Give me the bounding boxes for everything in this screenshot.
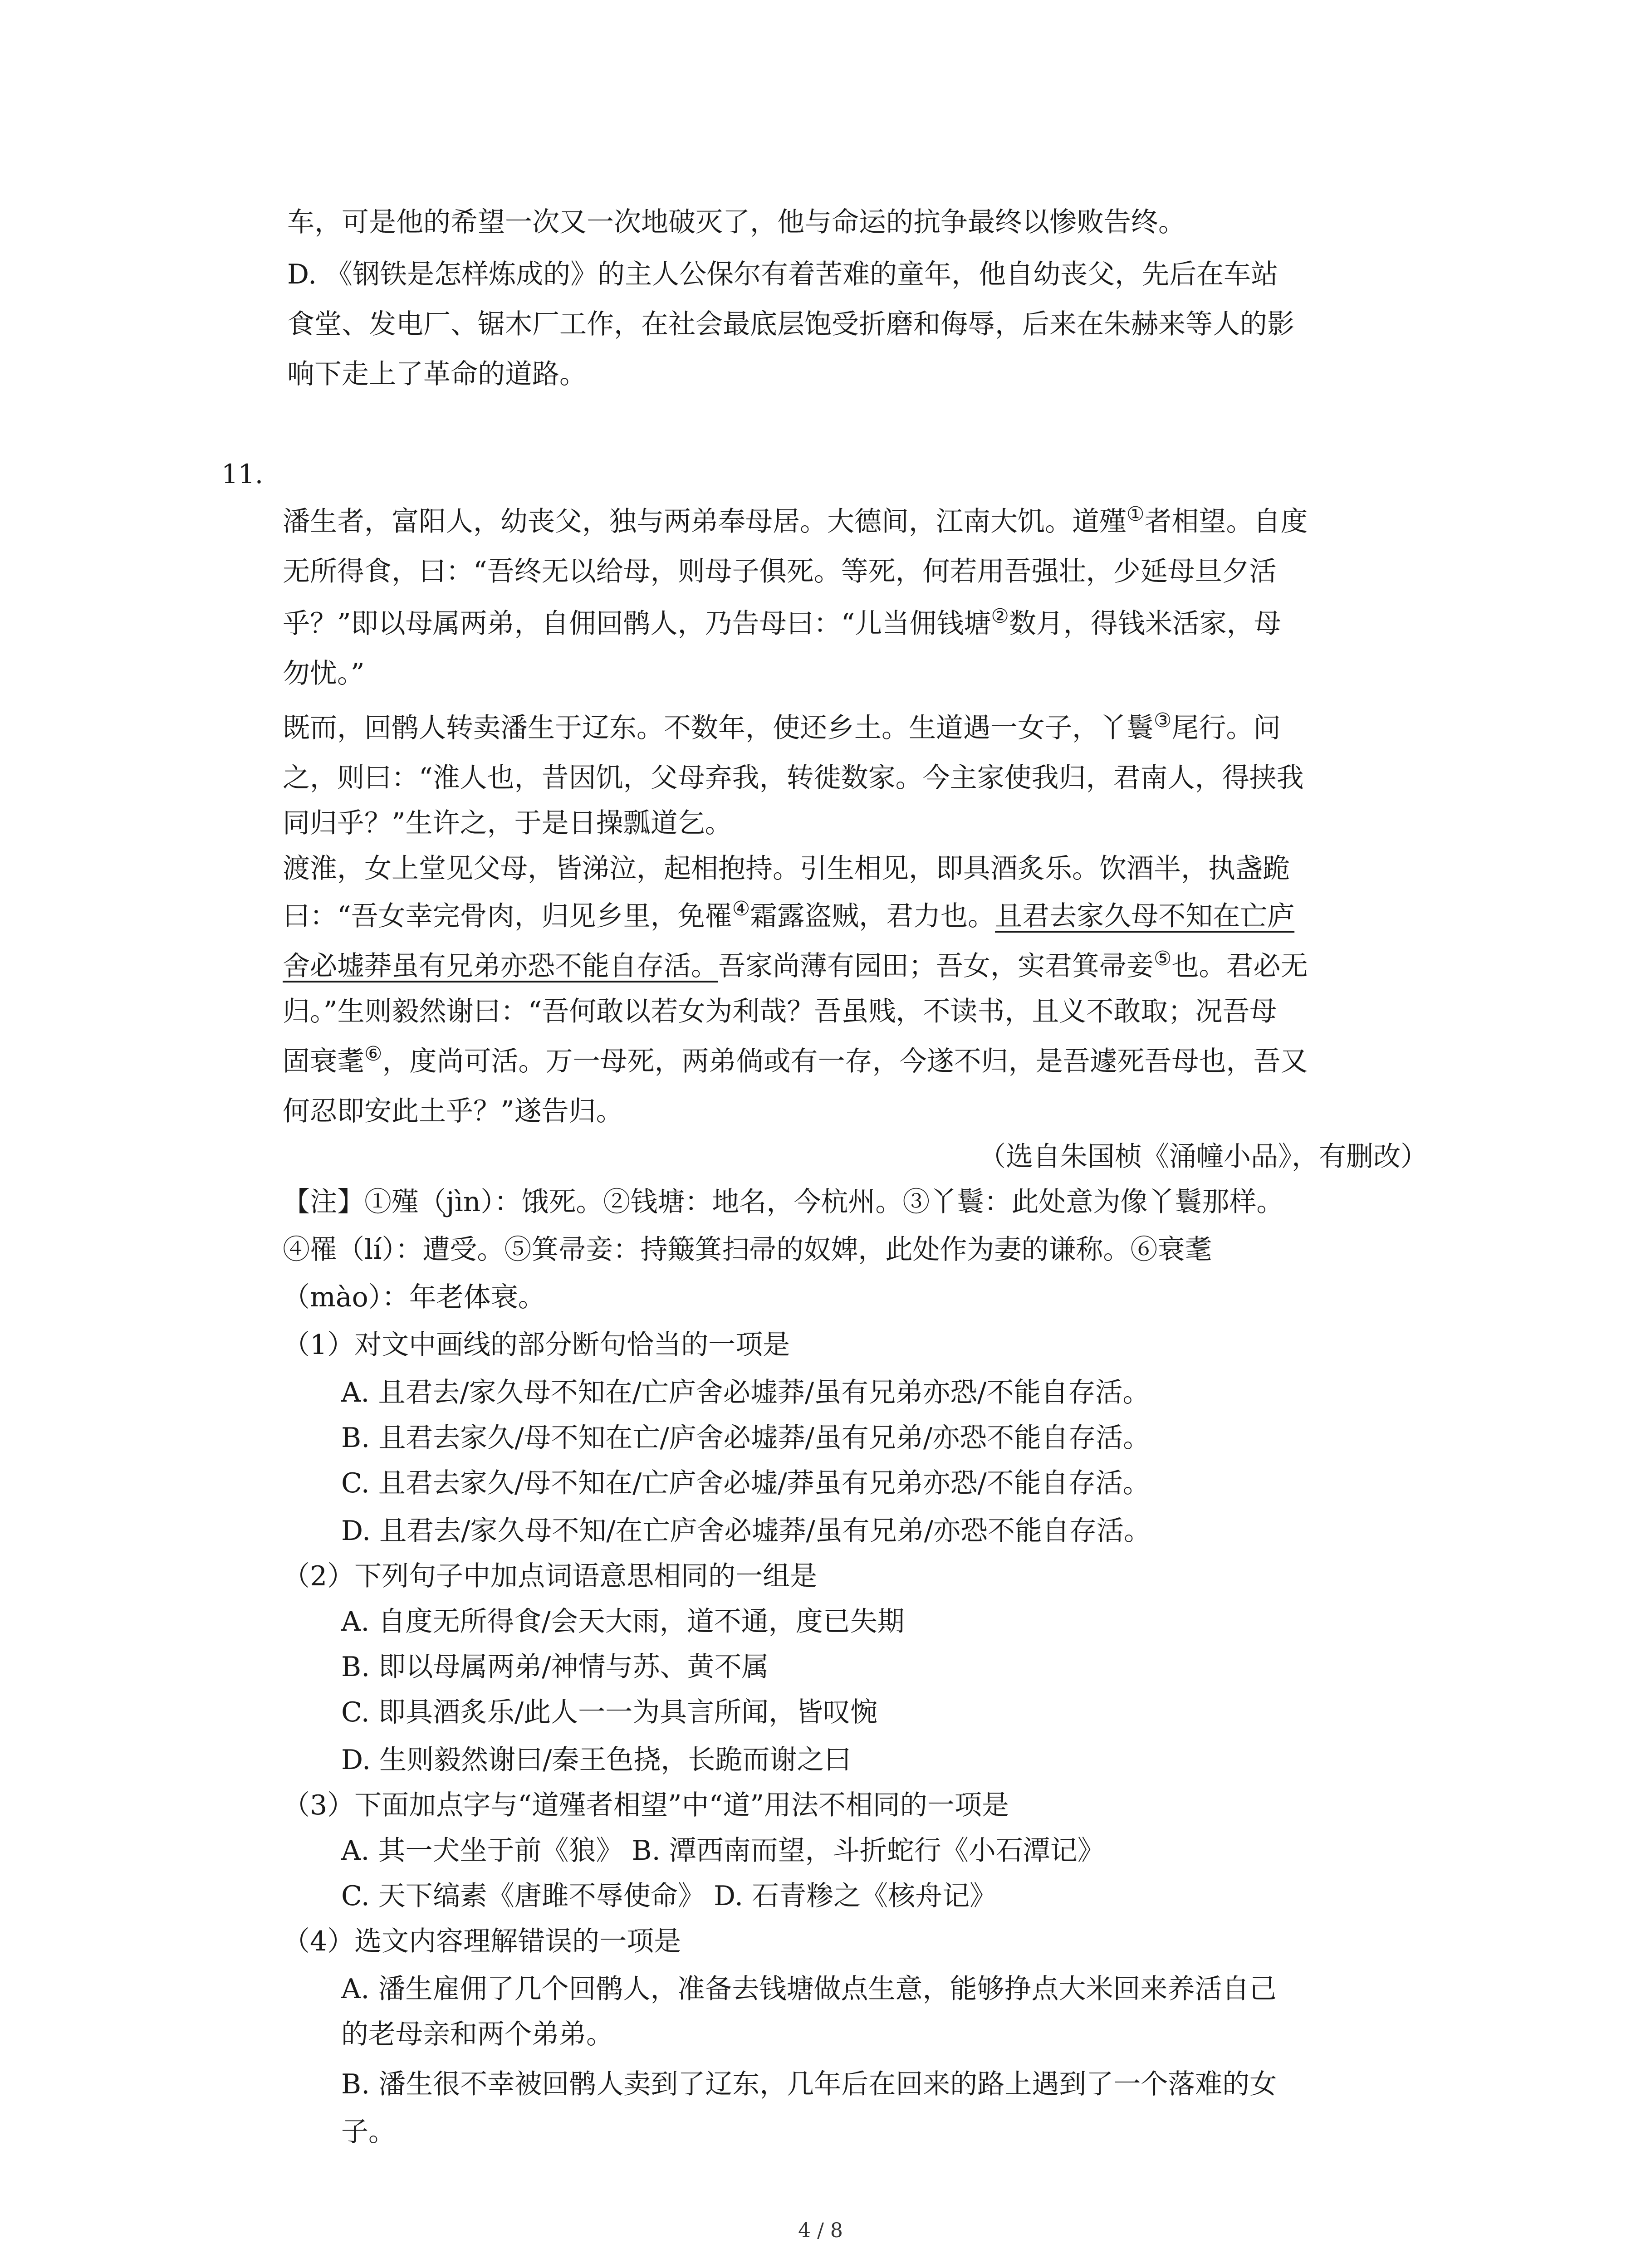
- q4-stem: （4）选文内容理解错误的一项是: [283, 1926, 681, 1957]
- q3-options-row-1: A. 其一犬坐于前《狼》 B. 潭西南而望，斗折蛇行《小石潭记》: [341, 1835, 1105, 1867]
- q2-option-c: C. 即具酒炙乐/此人一一为具言所闻，皆叹惋: [341, 1696, 878, 1728]
- passage-line-2: 无所得食，曰：“吾终无以给母，则母子俱死。等死，何若用吾强壮，少延母旦夕活: [283, 556, 1277, 587]
- passage-line-4: 勿忧。”: [283, 658, 365, 689]
- notes-line-3: （mào）：年老体衰。: [283, 1281, 545, 1313]
- prev-question-option-d-line-3: 响下走上了革命的道路。: [287, 358, 587, 390]
- prev-question-option-d-line-1: D. 《钢铁是怎样炼成的》的主人公保尔有着苦难的童年，他自幼丧父，先后在车站: [287, 259, 1279, 290]
- footnote-marker-1: ①: [1127, 503, 1145, 526]
- q2-option-b: B. 即以母属两弟/神情与苏、黄不属: [341, 1651, 769, 1683]
- prev-question-option-d-line-2: 食堂、发电厂、锯木厂工作，在社会最底层饱受折磨和侮辱，后来在朱赫来等人的影: [287, 308, 1294, 340]
- q4-option-a-line-2: 的老母亲和两个弟弟。: [341, 2019, 613, 2050]
- q4-option-b-line-2: 子。: [341, 2116, 396, 2148]
- q2-stem: （2）下列句子中加点词语意思相同的一组是: [283, 1560, 818, 1592]
- q1-option-c: C. 且君去家久/母不知在/亡庐舍必墟/莽虽有兄弟亦恐/不能自存活。: [341, 1467, 1150, 1499]
- q3-options-row-2: C. 天下缟素《唐雎不辱使命》 D. 石青糁之《核舟记》: [341, 1880, 997, 1912]
- page-number: 4 / 8: [798, 2219, 843, 2242]
- question-number: 11.: [221, 459, 264, 489]
- q1-option-b: B. 且君去家久/母不知在亡/庐舍必墟莽/虽有兄弟/亦恐不能自存活。: [341, 1422, 1151, 1454]
- passage-line-10: 舍必墟莽虽有兄弟亦恐不能自存活。吾家尚薄有园田；吾女，实君箕帚妾⑤也。君必无: [283, 947, 1308, 982]
- passage-source: （选自朱国桢《涌幢小品》，有删改）: [979, 1141, 1428, 1173]
- notes-line-1: 【注】①殣（jìn）：饿死。②钱塘：地名，今杭州。③丫鬟：此处意为像丫鬟那样。: [283, 1186, 1284, 1218]
- footnote-marker-3: ③: [1154, 709, 1172, 732]
- notes-line-2: ④罹（lí）：遭受。⑤箕帚妾：持簸箕扫帚的奴婢，此处作为妻的谦称。⑥衰耄: [283, 1234, 1212, 1266]
- q1-option-d: D. 且君去/家久母不知/在亡庐舍必墟莽/虽有兄弟/亦恐不能自存活。: [341, 1515, 1151, 1547]
- passage-line-1: 潘生者，富阳人，幼丧父，独与两弟奉母居。大德间，江南大饥。道殣①者相望。自度: [283, 503, 1308, 538]
- footnote-marker-2: ②: [991, 605, 1009, 628]
- q2-option-d: D. 生则毅然谢曰/秦王色挠，长跪而谢之曰: [341, 1744, 852, 1776]
- q2-option-a: A. 自度无所得食/会天大雨，道不通，度已失期: [341, 1606, 905, 1637]
- q1-option-a: A. 且君去/家久母不知在/亡庐舍必墟莽/虽有兄弟亦恐/不能自存活。: [341, 1377, 1150, 1408]
- underlined-sentence-part-1: 且君去家久母不知在亡庐: [995, 900, 1295, 932]
- underlined-sentence-part-2: 舍必墟莽虽有兄弟亦恐不能自存活。: [283, 950, 718, 982]
- passage-line-6: 之，则曰：“淮人也，昔因饥，父母弃我，转徙数家。今主家使我归，君南人，得挟我: [283, 762, 1304, 794]
- q4-option-a-line-1: A. 潘生雇佣了几个回鹘人，准备去钱塘做点生意，能够挣点大米回来养活自己: [341, 1973, 1277, 2005]
- passage-line-5: 既而，回鹘人转卖潘生于辽东。不数年，使还乡土。生道遇一女子，丫鬟③尾行。问: [283, 709, 1281, 744]
- prev-question-line-1: 车，可是他的希望一次又一次地破灭了，他与命运的抗争最终以惨败告终。: [287, 206, 1185, 238]
- footnote-marker-4: ④: [732, 897, 750, 920]
- passage-line-12: 固衰耄⑥，度尚可活。万一母死，两弟倘或有一存，今遂不归，是吾遽死吾母也，吾又: [283, 1042, 1308, 1077]
- passage-line-8: 渡淮，女上堂见父母，皆涕泣，起相抱持。引生相见，即具酒炙乐。饮酒半，执盏跪: [283, 853, 1290, 885]
- footnote-marker-6: ⑥: [364, 1042, 382, 1066]
- passage-line-3: 乎？”即以母属两弟，自佣回鹘人，乃告母曰：“儿当佣钱塘②数月，得钱米活家，母: [283, 605, 1281, 640]
- passage-line-9: 曰：“吾女幸完骨肉，归见乡里，免罹④霜露盗贼，君力也。且君去家久母不知在亡庐: [283, 897, 1295, 932]
- q4-option-b-line-1: B. 潘生很不幸被回鹘人卖到了辽东，几年后在回来的路上遇到了一个落难的女: [341, 2068, 1277, 2100]
- passage-line-7: 同归乎？”生许之，于是日操瓢道乞。: [283, 807, 732, 839]
- q1-stem: （1）对文中画线的部分断句恰当的一项是: [283, 1329, 790, 1361]
- passage-line-11: 归。”生则毅然谢曰：“吾何敢以若女为利哉？吾虽贱，不读书，且义不敢取；况吾母: [283, 996, 1277, 1027]
- passage-line-13: 何忍即安此土乎？”遂告归。: [283, 1095, 623, 1127]
- footnote-marker-5: ⑤: [1154, 947, 1172, 970]
- q3-stem: （3）下面加点字与“道殣者相望”中“道”用法不相同的一项是: [283, 1789, 1009, 1821]
